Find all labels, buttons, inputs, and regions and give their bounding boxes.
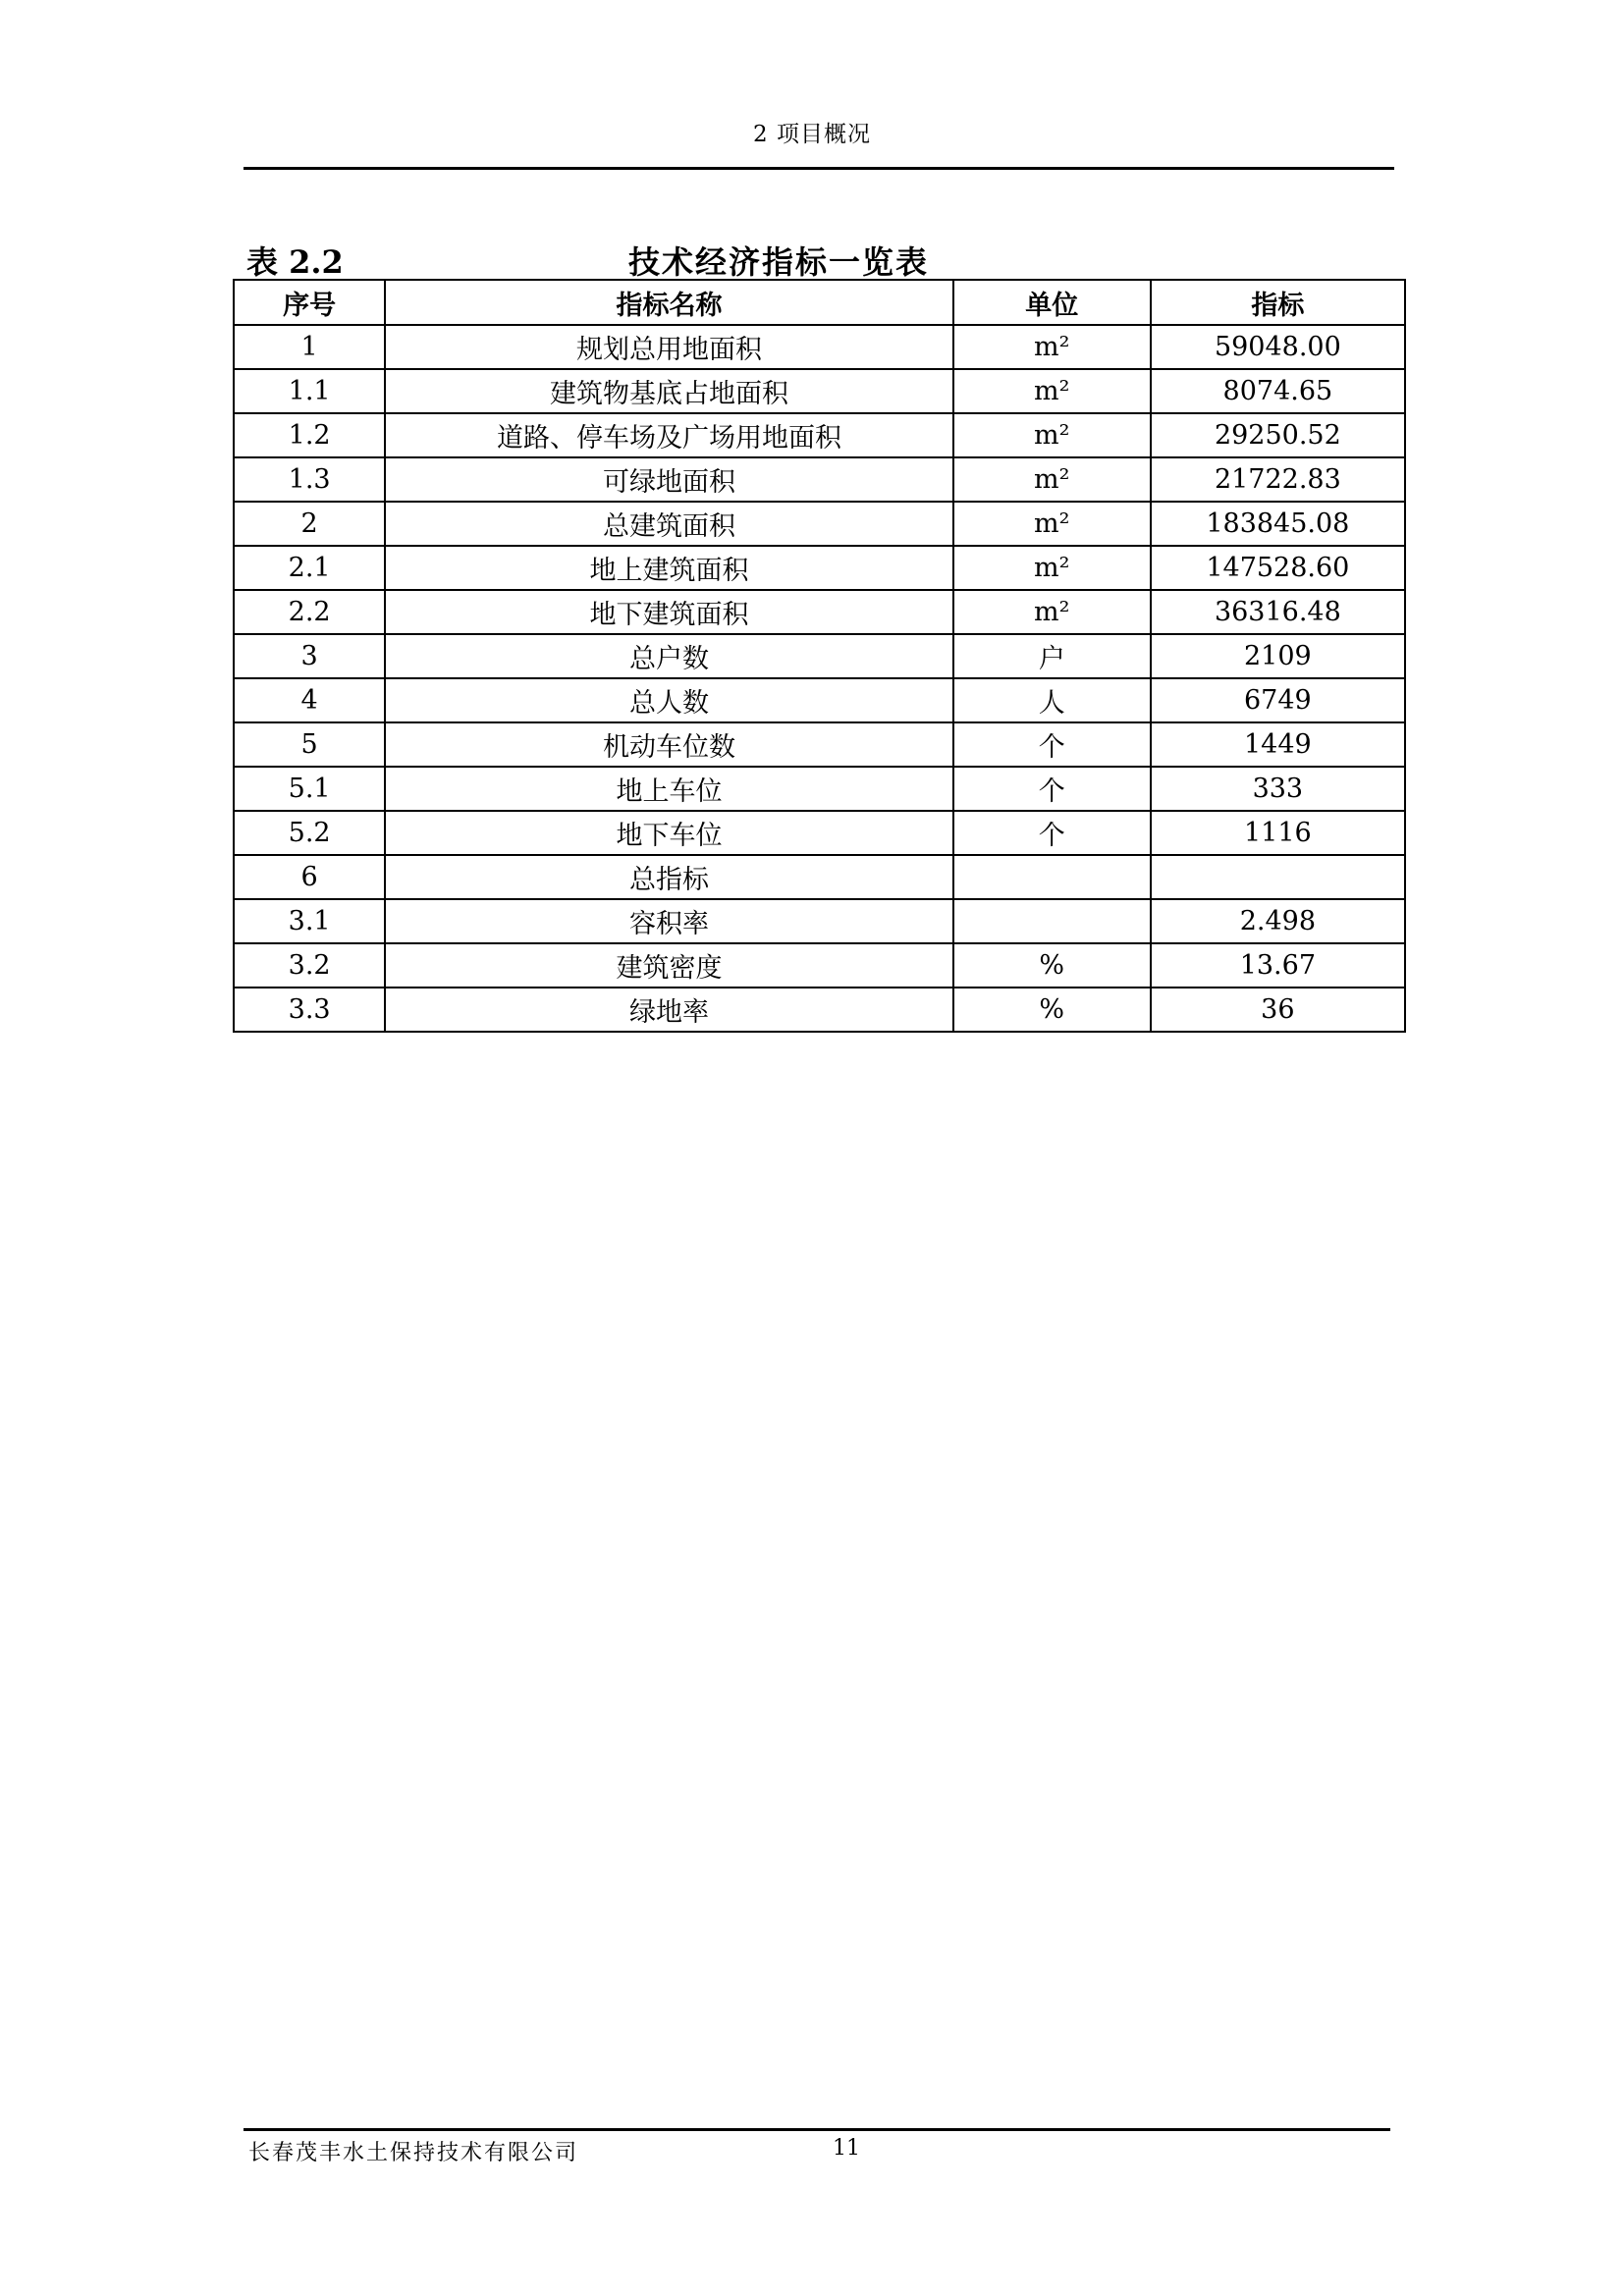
table-row (234, 369, 1405, 413)
table-header-row (234, 280, 1405, 325)
cell-no: 3.2 (234, 943, 385, 988)
cell-name: 总指标 (385, 855, 953, 899)
indicators-table (233, 279, 1406, 1033)
cell-name: 建筑密度 (385, 943, 953, 988)
cell-unit: 个 (953, 811, 1151, 855)
table-row (234, 325, 1405, 369)
cell-name: 容积率 (385, 899, 953, 943)
cell-no: 1 (234, 325, 385, 369)
cell-name: 地上车位 (385, 767, 953, 811)
page-header: 2 项目概况 (753, 122, 871, 147)
cell-value: 36 (1151, 988, 1405, 1032)
cell-unit (953, 855, 1151, 899)
cell-value: 6749 (1151, 678, 1405, 722)
cell-value: 21722.83 (1151, 457, 1405, 502)
cell-name: 地下建筑面积 (385, 590, 953, 634)
cell-unit: m² (953, 413, 1151, 457)
column-header-name: 指标名称 (385, 280, 953, 325)
cell-name: 可绿地面积 (385, 457, 953, 502)
cell-no: 1.1 (234, 369, 385, 413)
cell-name: 总户数 (385, 634, 953, 678)
cell-name: 总建筑面积 (385, 502, 953, 546)
table-row (234, 722, 1405, 767)
cell-value: 2109 (1151, 634, 1405, 678)
cell-no: 3.3 (234, 988, 385, 1032)
column-header-unit: 单位 (953, 280, 1151, 325)
column-header-no: 序号 (234, 280, 385, 325)
cell-name: 地下车位 (385, 811, 953, 855)
cell-name: 规划总用地面积 (385, 325, 953, 369)
cell-value: 36316.48 (1151, 590, 1405, 634)
cell-name: 总人数 (385, 678, 953, 722)
table-row (234, 767, 1405, 811)
cell-value: 333 (1151, 767, 1405, 811)
table-caption-title: 技术经济指标一览表 (628, 243, 930, 281)
table-row (234, 413, 1405, 457)
cell-unit: 户 (953, 634, 1151, 678)
table-row (234, 634, 1405, 678)
table-body (234, 325, 1405, 1032)
cell-unit: 个 (953, 767, 1151, 811)
cell-no: 4 (234, 678, 385, 722)
cell-value: 1116 (1151, 811, 1405, 855)
cell-unit: m² (953, 502, 1151, 546)
cell-no: 5.2 (234, 811, 385, 855)
cell-name: 建筑物基底占地面积 (385, 369, 953, 413)
cell-value: 2.498 (1151, 899, 1405, 943)
table-row (234, 811, 1405, 855)
cell-no: 6 (234, 855, 385, 899)
table-row (234, 943, 1405, 988)
cell-unit: 人 (953, 678, 1151, 722)
cell-value: 8074.65 (1151, 369, 1405, 413)
cell-value: 183845.08 (1151, 502, 1405, 546)
cell-no: 2.2 (234, 590, 385, 634)
table-row (234, 678, 1405, 722)
table-row (234, 590, 1405, 634)
cell-unit: % (953, 988, 1151, 1032)
cell-unit: % (953, 943, 1151, 988)
table-row (234, 502, 1405, 546)
cell-unit: m² (953, 590, 1151, 634)
cell-name: 绿地率 (385, 988, 953, 1032)
cell-unit: m² (953, 325, 1151, 369)
cell-no: 3.1 (234, 899, 385, 943)
table-row (234, 988, 1405, 1032)
header-rule (244, 167, 1394, 170)
table-row (234, 899, 1405, 943)
cell-name: 机动车位数 (385, 722, 953, 767)
cell-value: 1449 (1151, 722, 1405, 767)
table-row (234, 855, 1405, 899)
cell-no: 3 (234, 634, 385, 678)
cell-value: 29250.52 (1151, 413, 1405, 457)
cell-unit: m² (953, 457, 1151, 502)
cell-no: 2 (234, 502, 385, 546)
table-caption-number: 表 2.2 (246, 243, 344, 281)
cell-name: 道路、停车场及广场用地面积 (385, 413, 953, 457)
cell-no: 5 (234, 722, 385, 767)
cell-value: 59048.00 (1151, 325, 1405, 369)
cell-unit: m² (953, 369, 1151, 413)
cell-value (1151, 855, 1405, 899)
cell-unit: m² (953, 546, 1151, 590)
cell-no: 1.2 (234, 413, 385, 457)
table-row (234, 546, 1405, 590)
page-number: 11 (833, 2136, 860, 2161)
cell-value: 13.67 (1151, 943, 1405, 988)
cell-unit: 个 (953, 722, 1151, 767)
cell-unit (953, 899, 1151, 943)
cell-no: 1.3 (234, 457, 385, 502)
footer-company: 长春茂丰水土保持技术有限公司 (248, 2141, 579, 2165)
footer-rule (244, 2128, 1390, 2131)
cell-value: 147528.60 (1151, 546, 1405, 590)
column-header-value: 指标 (1151, 280, 1405, 325)
cell-no: 2.1 (234, 546, 385, 590)
cell-name: 地上建筑面积 (385, 546, 953, 590)
table-row (234, 457, 1405, 502)
cell-no: 5.1 (234, 767, 385, 811)
